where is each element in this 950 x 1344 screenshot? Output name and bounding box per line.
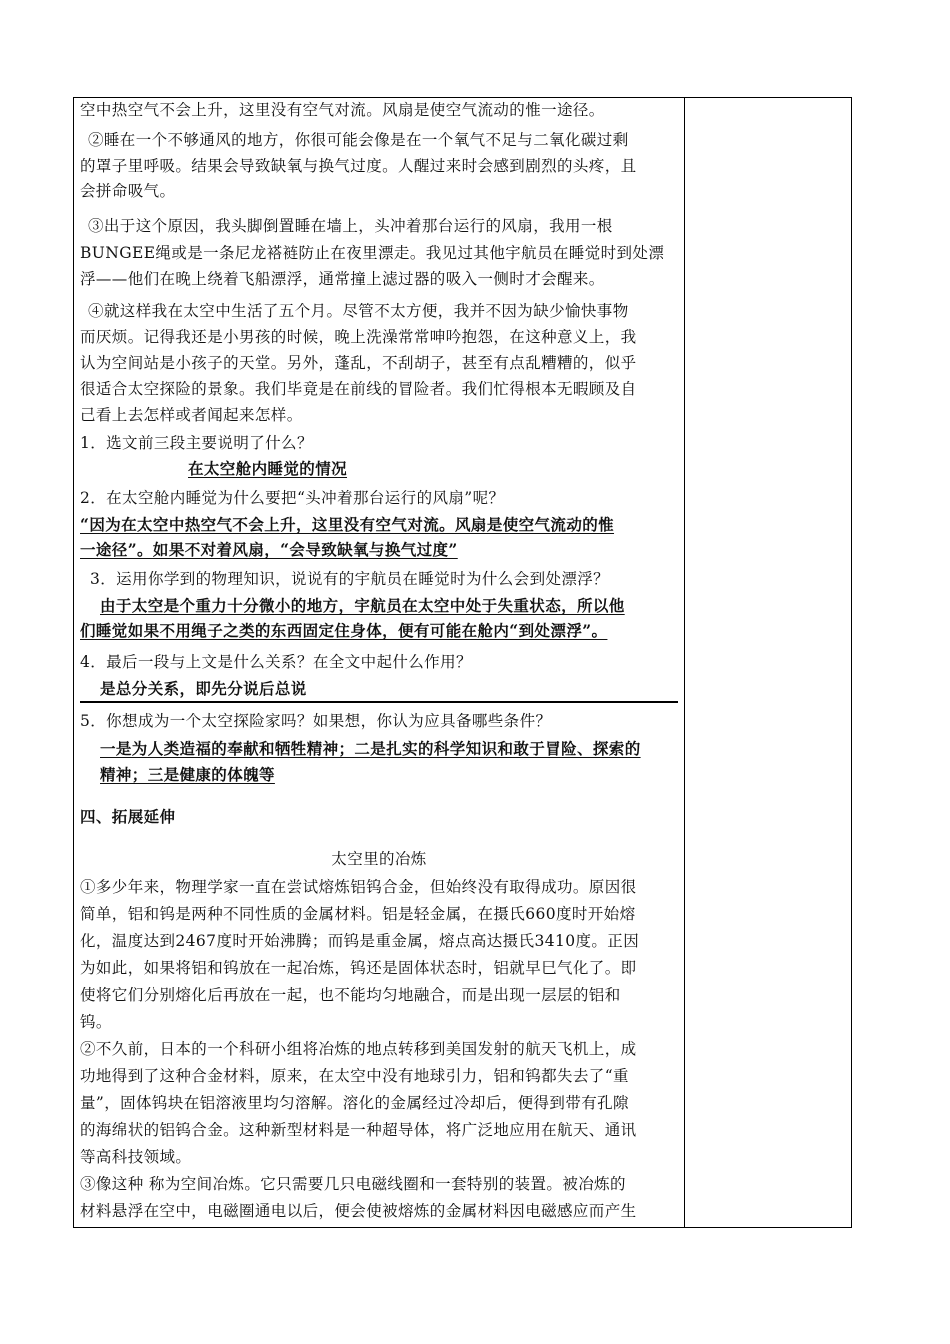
article-line: 钨。 [80,1013,112,1031]
article-line: 简单，铝和钨是两种不同性质的金属材料。铝是轻金属，在摄氏660度时开始熔 [80,905,636,923]
column-divider [684,97,685,1228]
article-line: 的海绵状的铝钨合金。这种新型材料是一种超导体，将广泛地应用在航天、通讯 [80,1121,637,1139]
article-line: 等高科技领域。 [80,1148,192,1166]
article-line: 材料悬浮在空中，电磁圈通电以后，便会使被熔炼的金属材料因电磁感应而产生 [80,1202,637,1220]
answer-2-line: 一途径”。如果不对着风扇，“会导致缺氧与换气过度” [80,540,458,559]
article-line: 功地得到了这种合金材料，原来，在太空中没有地球引力，铝和钨都失去了“重 [80,1067,629,1085]
answer-4: 是总分关系，即先分说后总说 [100,679,307,698]
passage-line: BUNGEE绳或是一条尼龙褡裢防止在夜里漂走。我见过其他宇航员在睡觉时到处漂 [80,244,665,262]
passage-line: 己看上去怎样或者闻起来怎样。 [80,406,303,424]
article-line: ①多少年来，物理学家一直在尝试熔炼铝钨合金，但始终没有取得成功。原因很 [80,878,637,896]
passage-line: ②睡在一个不够通风的地方，你很可能会像是在一个氧气不足与二氧化碳过剩 [88,131,629,149]
passage-line: ④就这样我在太空中生活了五个月。尽管不太方便，我并不因为缺少愉快事物 [88,302,629,320]
answer-1-text: 在太空舱内睡觉的情况 [188,459,348,478]
answer-3-line: 由于太空是个重力十分微小的地方，宇航员在太空中处于失重状态，所以他 [100,596,625,615]
passage-line: 而厌烦。记得我还是小男孩的时候，晚上洗澡常常呻吟抱怨，在这种意义上，我 [80,328,637,346]
question-5: 5．你想成为一个太空探险家吗？如果想，你认为应具备哪些条件？ [80,712,552,730]
answer-5-line: 一是为人类造福的奉献和牺牲精神；二是扎实的科学知识和敢于冒险、探索的 [100,739,641,758]
article-line: 化，温度达到2467度时开始沸腾；而钨是重金属，熔点高达摄氏3410度。正因 [80,932,640,950]
article-line: 使将它们分别熔化后再放在一起，也不能均匀地融合，而是出现一层层的铝和 [80,986,621,1004]
answer-5-line: 精神；三是健康的体魄等 [100,765,275,784]
passage-line: 的罩子里呼吸。结果会导致缺氧与换气过度。人醒过来时会感到剧烈的头疼，且 [80,157,637,175]
question-1: 1．选文前三段主要说明了什么？ [80,434,313,452]
article-title: 太空里的冶炼 [331,850,427,868]
passage-line: 会拼命吸气。 [80,182,176,200]
article-line: 量”，固体钨块在铝溶液里均匀溶解。溶化的金属经过冷却后，便得到带有孔隙 [80,1094,629,1112]
passage-line: 浮——他们在晚上绕着飞船漂浮，通常撞上滤过器的吸入一侧时才会醒来。 [80,270,605,288]
article-line: ②不久前，日本的一个科研小组将冶炼的地点转移到美国发射的航天飞机上，成 [80,1040,637,1058]
passage-line: 很适合太空探险的景象。我们毕竟是在前线的冒险者。我们忙得根本无暇顾及自 [80,380,637,398]
article-line: ③像这种 称为空间冶炼。它只需要几只电磁线圈和一套特别的装置。被冶炼的 [80,1175,626,1193]
answer-3-line: 们睡觉如果不用绳子之类的东西固定住身体，便有可能在舱内“到处漂浮”。 [80,621,608,640]
passage-line: ③出于这个原因，我头脚倒置睡在墙上，头冲着那台运行的风扇，我用一根 [88,217,613,235]
question-2: 2．在太空舱内睡觉为什么要把“头冲着那台运行的风扇”呢？ [80,489,505,507]
passage-line: 空中热空气不会上升，这里没有空气对流。风扇是使空气流动的惟一途径。 [80,101,605,119]
question-3: 3．运用你学到的物理知识，说说有的宇航员在睡觉时为什么会到处漂浮？ [90,570,610,588]
question-4: 4．最后一段与上文是什么关系？在全文中起什么作用？ [80,653,472,671]
passage-line: 认为空间站是小孩子的天堂。另外，蓬乱，不刮胡子，甚至有点乱糟糟的，似乎 [80,354,637,372]
section-heading: 四、拓展延伸 [80,807,176,826]
answer-4-rule [80,701,678,703]
article-line: 为如此，如果将铝和钨放在一起冶炼，钨还是固体状态时，铝就早巳气化了。即 [80,959,637,977]
answer-1 [80,459,706,479]
answer-2-line: “因为在太空中热空气不会上升，这里没有空气对流。风扇是使空气流动的惟 [80,515,615,534]
